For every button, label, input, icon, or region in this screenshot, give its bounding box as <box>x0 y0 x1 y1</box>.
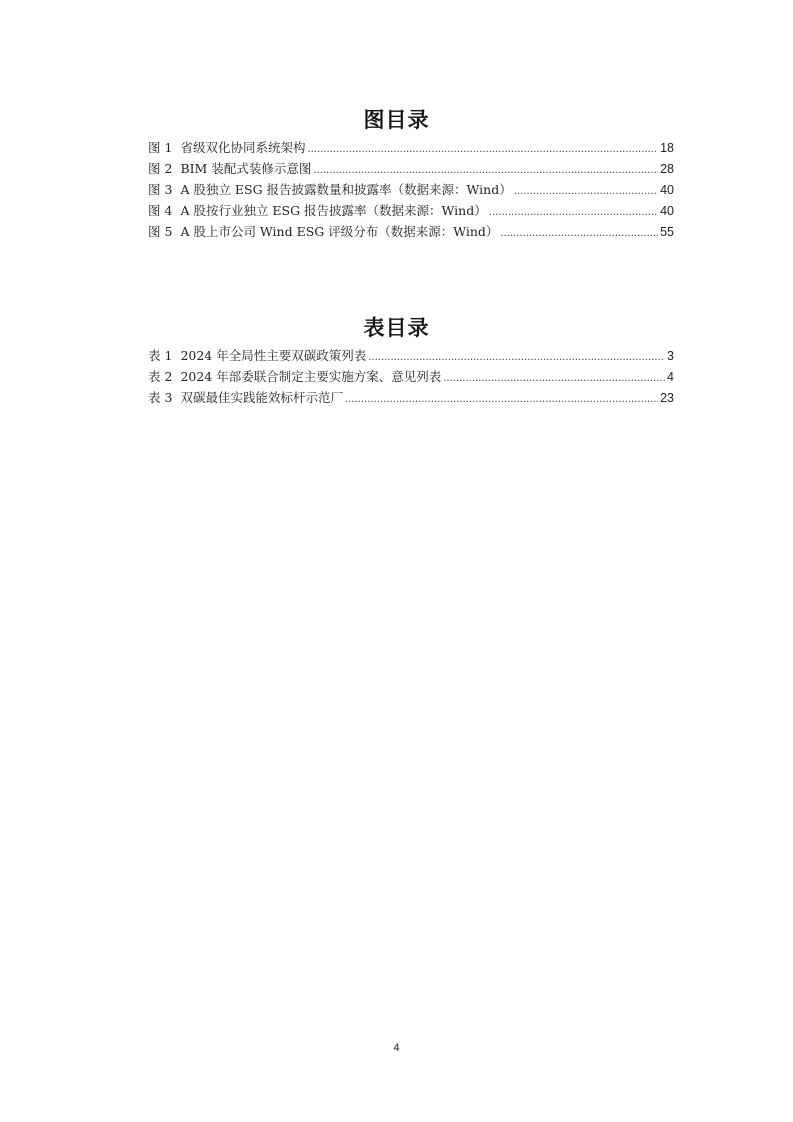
entry-text: 双碳最佳实践能效标杆示范厂 <box>180 390 343 405</box>
figure-list-title: 图目录 <box>363 108 430 132</box>
entry-page: 18 <box>660 141 674 155</box>
entry-page: 3 <box>667 349 674 363</box>
entry-page: 55 <box>660 225 674 239</box>
toc-entry[interactable] <box>148 345 674 366</box>
entry-label: 图 4 <box>148 203 173 218</box>
entry-label: 表 2 <box>148 369 173 384</box>
leader-dots <box>443 368 665 389</box>
leader-dots <box>313 160 658 181</box>
entry-text: A 股独立 ESG 报告披露数量和披露率（数据来源：Wind） <box>180 182 512 197</box>
toc-entry[interactable] <box>148 366 674 387</box>
leader-dots <box>307 139 658 160</box>
entry-text: BIM 装配式装修示意图 <box>180 161 312 176</box>
entry-text: A 股上市公司 Wind ESG 评级分布（数据来源：Wind） <box>180 224 499 239</box>
entry-text: A 股按行业独立 ESG 报告披露率（数据来源：Wind） <box>180 203 487 218</box>
toc-entry[interactable] <box>148 387 674 408</box>
table-list-title: 表目录 <box>363 316 430 340</box>
toc-entry[interactable] <box>148 137 674 158</box>
toc-entry[interactable] <box>148 158 674 179</box>
entry-label: 图 2 <box>148 161 173 176</box>
entry-page: 4 <box>667 370 674 384</box>
entry-label: 图 1 <box>148 140 173 155</box>
entry-label: 图 3 <box>148 182 173 197</box>
leader-dots <box>500 223 658 244</box>
entry-page: 23 <box>660 391 674 405</box>
table-list <box>148 345 674 408</box>
leader-dots <box>489 202 658 223</box>
entry-page: 40 <box>660 183 674 197</box>
figure-list <box>148 137 674 242</box>
entry-text: 省级双化协同系统架构 <box>180 140 306 155</box>
toc-entry[interactable] <box>148 179 674 200</box>
entry-page: 28 <box>660 162 674 176</box>
entry-page: 40 <box>660 204 674 218</box>
toc-entry[interactable] <box>148 221 674 242</box>
entry-label: 表 3 <box>148 390 173 405</box>
entry-label: 表 1 <box>148 348 173 363</box>
page-number: 4 <box>393 1042 400 1054</box>
entry-label: 图 5 <box>148 224 173 239</box>
leader-dots <box>514 181 658 202</box>
leader-dots <box>368 347 665 368</box>
entry-text: 2024 年全局性主要双碳政策列表 <box>180 348 367 363</box>
entry-text: 2024 年部委联合制定主要实施方案、意见列表 <box>180 369 442 384</box>
toc-entry[interactable] <box>148 200 674 221</box>
leader-dots <box>345 389 658 410</box>
